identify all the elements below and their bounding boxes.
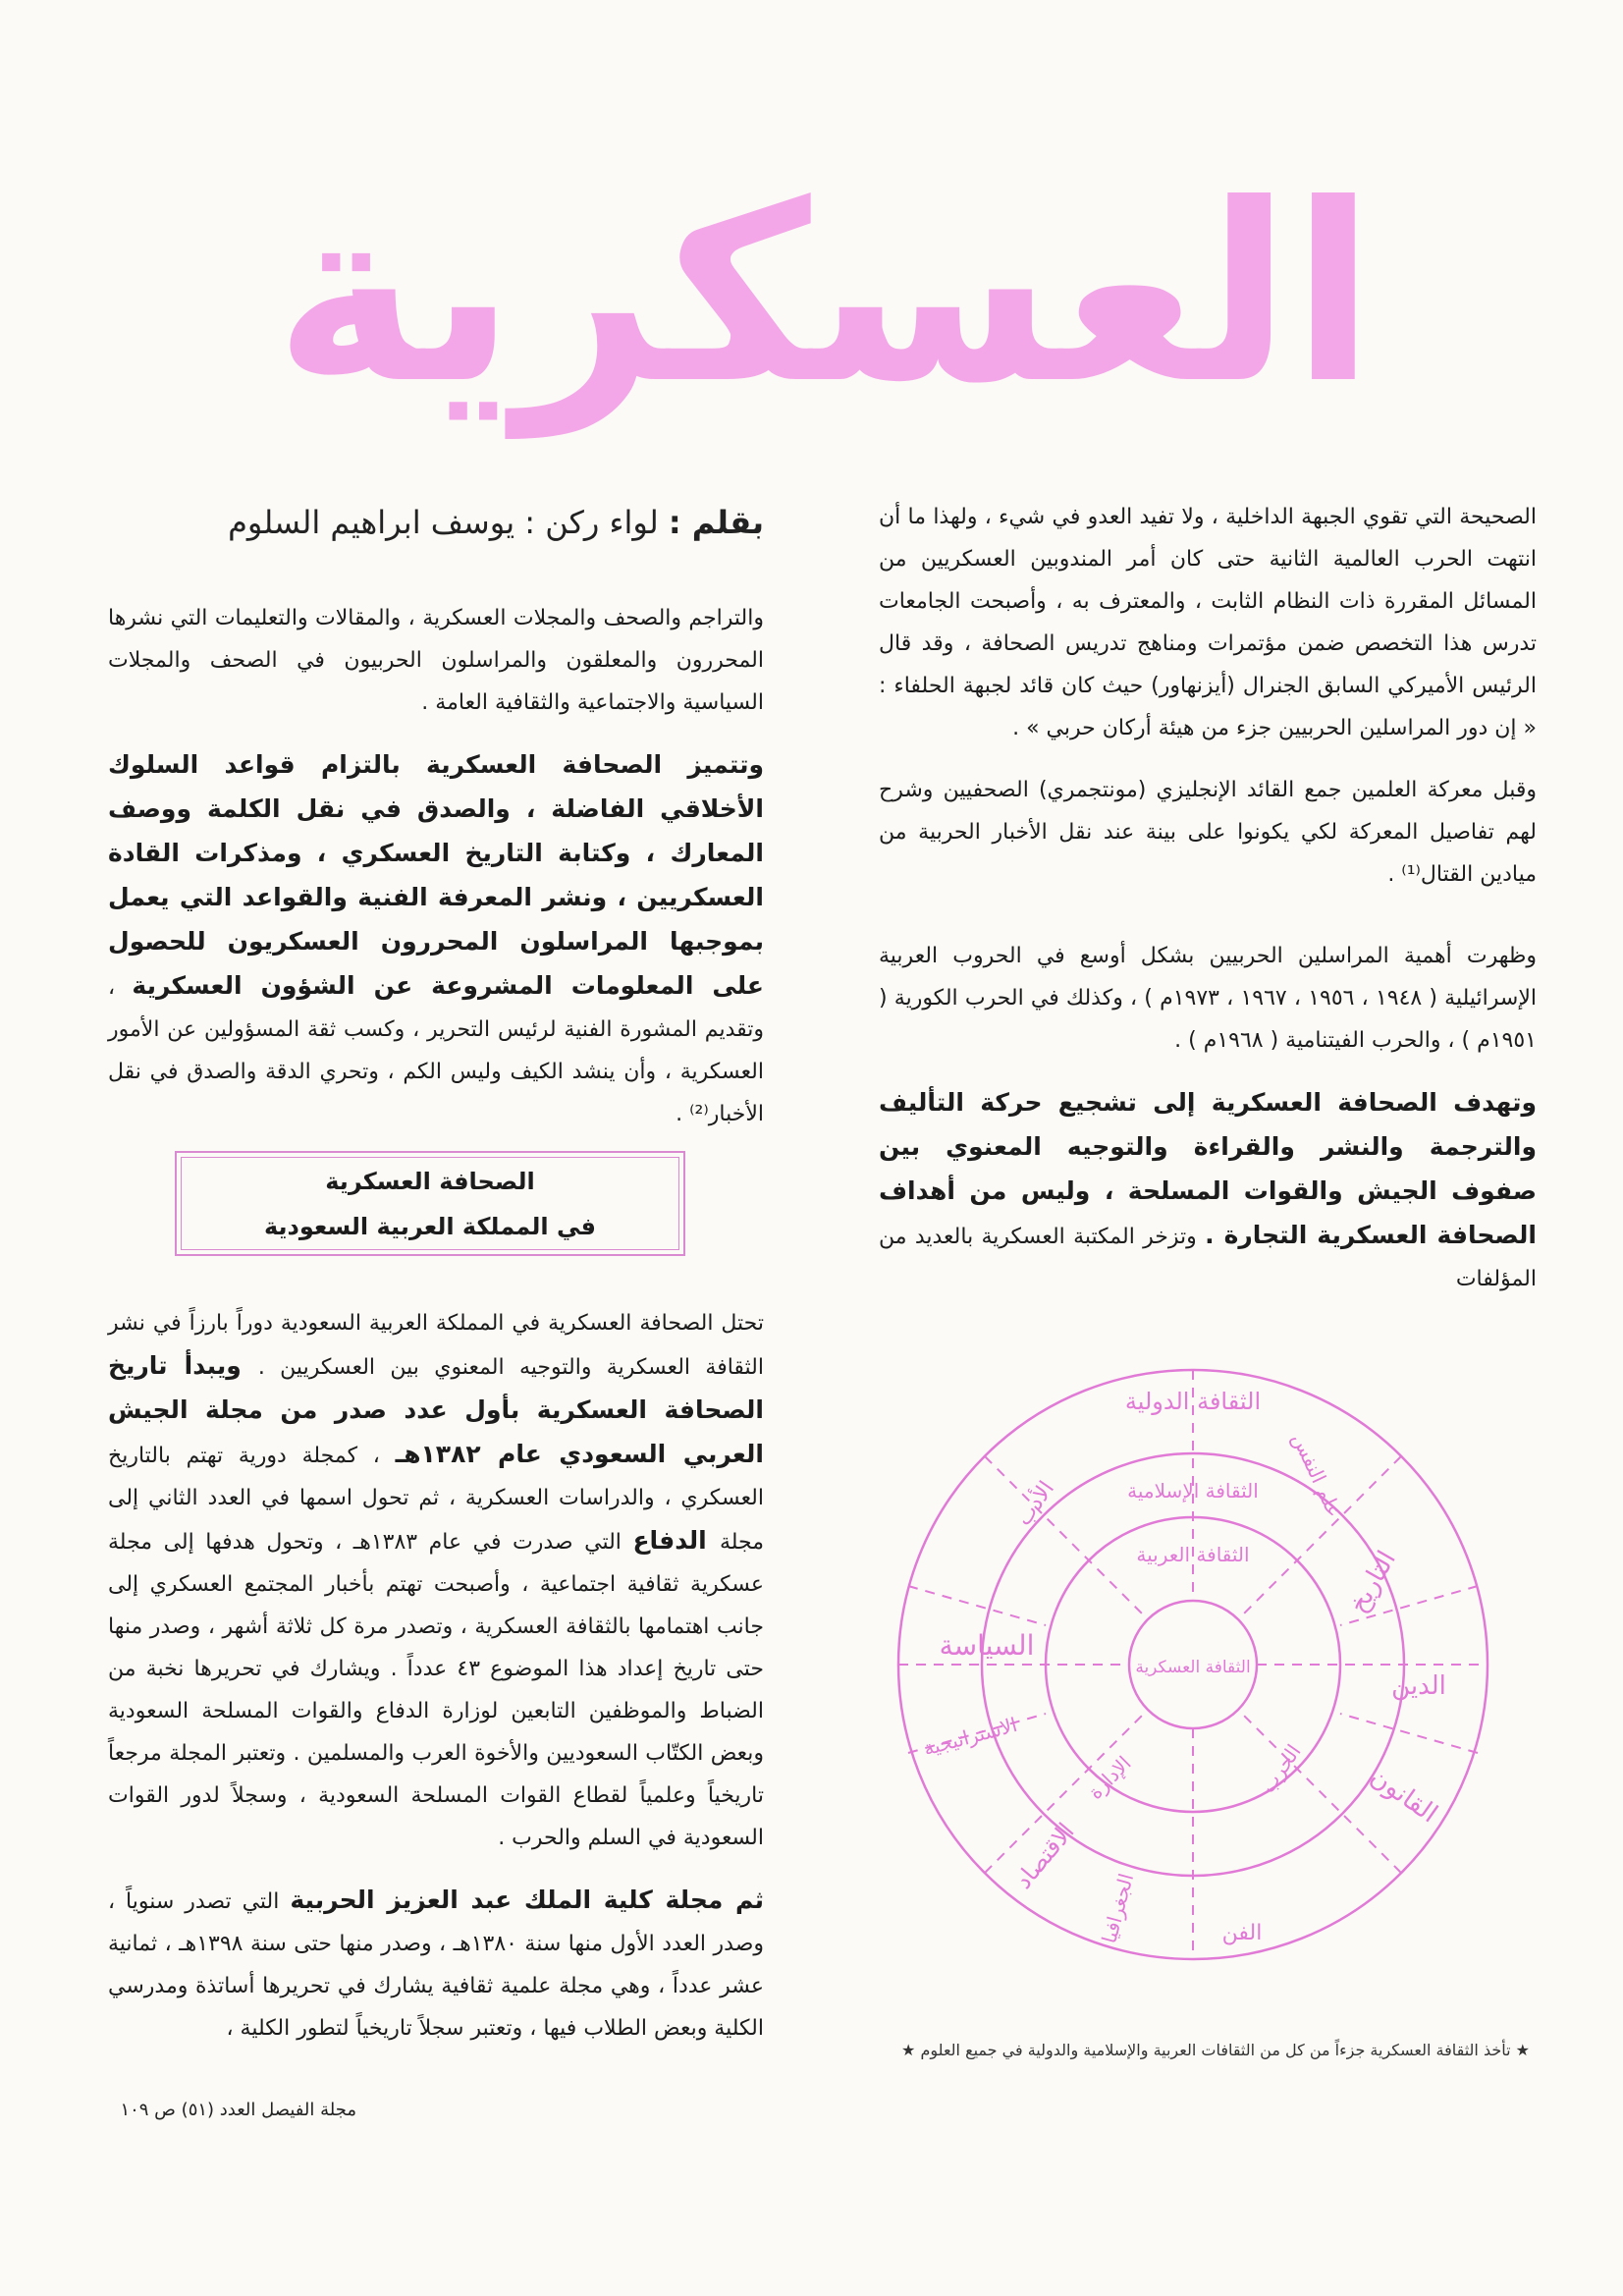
right-paragraph-4-rest: وتزخر المكتبة العسكرية بالعديد من المؤلفات <box>879 1225 1537 1291</box>
section-heading-line-1: الصحافة العسكرية <box>325 1168 535 1195</box>
label-international: الثقافة الدولية <box>1124 1388 1262 1415</box>
left-paragraph-3-bold2: الدفاع <box>632 1526 720 1555</box>
label-religion: الدين <box>1391 1671 1446 1701</box>
divider-line <box>908 1586 1046 1625</box>
left-column <box>108 597 764 2069</box>
article-title: العسكرية <box>274 151 1376 437</box>
right-paragraph-4 <box>879 1081 1537 1300</box>
label-management: الإدارة <box>1083 1751 1136 1804</box>
right-column <box>879 496 1537 1320</box>
left-paragraph-3-bold: ويبدأ تاريخ الصحافة العسكرية بأول عدد صدر من مجلة الجيش العربي السعودي عام ١٣٨٢هـ <box>108 1351 764 1468</box>
label-psychology: علم النفس <box>1287 1429 1347 1521</box>
label-islamic-culture: الثقافة الإسلامية <box>1127 1479 1259 1503</box>
label-literature: الأدب <box>1011 1476 1060 1531</box>
divider-line <box>1340 1714 1478 1753</box>
label-strategy: الاستراتيجية <box>920 1713 1020 1761</box>
section-heading-line-2: في المملكة العربية السعودية <box>263 1213 596 1240</box>
label-economy: الاقتصاد <box>1009 1818 1080 1894</box>
left-paragraph-2 <box>108 743 764 1135</box>
left-paragraph-4-bold: ثم مجلة كلية الملك عبد العزيز الحربية <box>290 1886 764 1914</box>
label-history: التاريخ <box>1343 1546 1402 1618</box>
left-paragraph-2-rest: ، وتقديم المشورة الفنية لرئيس التحرير ، وكسب ثقة المسؤولين عن الأمور العسكرية ، وأن ينشد الكيف وليس الكم ، وتحري الدقة والصدق في نقل الأخبار⁽²⁾ . <box>108 975 764 1126</box>
label-politics: السياسة <box>939 1629 1035 1662</box>
label-arab-culture: الثقافة العربية <box>1136 1543 1250 1566</box>
byline <box>108 493 764 552</box>
label-military-culture: الثقافة العسكرية <box>1135 1658 1251 1677</box>
left-paragraph-1: والتراجم والصحف والمجلات العسكرية ، والمقالات والتعليمات التي نشرها المحررون والمعلقون والمراسلون الحربيون في الصحف والمجلات السياسية والاجتماعية والثقافية العامة . <box>108 606 764 715</box>
section-heading-box <box>175 1151 685 1256</box>
byline-pen: بقلم : <box>668 504 764 541</box>
label-law: القانون <box>1364 1762 1443 1830</box>
label-geography: الجغرافيا <box>1097 1871 1139 1946</box>
page-footer: مجلة الفيصل العدد (٥١) ص ١٠٩ <box>120 2100 356 2120</box>
figure-caption: ★ تأخذ الثقافة العسكرية جزءاً من كل من الثقافات العربية والإسلامية والدولية في جميع العلوم ★ <box>901 2041 1530 2059</box>
label-art: الفن <box>1221 1921 1263 1945</box>
left-paragraph-3-c: التي صدرت في عام ١٣٨٣هـ ، وتحول هدفها إلى مجلة عسكرية ثقافية اجتماعية ، وأصبحت تهتم بأخبار المجتمع العسكري إلى جانب اهتمامها بالثقافة العسكرية ، وتصدر مرة كل ثلاثة أشهر ، وصدر منها حتى تاريخ إعداد هذا الموضوع ٤٣ عدداً . ويشارك في تحريرها نخبة من الضباط والموظفين التابعين لوزارة الدفاع والقوات المسلحة السعودية وبعض الكتّاب السعوديين والأخوة العرب والمسلمين . وتعتبر المجلة مرجعاً تاريخياً وعلمياً لقطاع القوات المسلحة السعودية ، وسجلاً لدور القوات السعودية في السلم والحرب . <box>108 1530 764 1850</box>
culture-diagram <box>889 1360 1497 1969</box>
divider-line <box>985 1456 1148 1619</box>
label-war: الحرب <box>1255 1739 1306 1798</box>
right-paragraph-1: الصحيحة التي تقوي الجبهة الداخلية ، ولا تفيد العدو في شيء ، ولهذا ما أن انتهت الحرب العالمية الثانية حتى كان أمر المندوبين العسكريين من المسائل المقررة ذات النظام الثابت ، والمعترف به ، وأصبحت الجامعات تدرس هذا التخصص ضمن مؤتمرات ومناهج تدريس الصحافة ، وقد قال الرئيس الأميركي السابق الجنرال (أيزنهاور) حيث كان قائد لجبهة الحلفاء : « إن دور المراسلين الحربيين جزء من هيئة أركان حربي » . <box>879 505 1537 740</box>
right-paragraph-3: وظهرت أهمية المراسلين الحربيين بشكل أوسع في الحروب العربية الإسرائيلية ( ١٩٤٨ ، ١٩٥٦ ، ١٩٦٧ ، ١٩٧٣م ) ، وكذلك في الحرب الكورية ( ١٩٥١م ) ، والحرب الفيتنامية ( ١٩٦٨م ) . <box>879 944 1537 1053</box>
left-paragraph-4 <box>108 1879 764 2050</box>
left-paragraph-3-a: تحتل الصحافة العسكرية في المملكة العربية السعودية دوراً بارزاً في نشر الثقافة العسكرية والتوجيه المعنوي بين العسكريين . <box>108 1311 764 1380</box>
left-paragraph-4-rest: التي تصدر سنوياً ، وصدر العدد الأول منها سنة ١٣٨٠هـ ، وصدر منها حتى سنة ١٣٩٨هـ ، ثمانية عشر عدداً ، وهي مجلة علمية ثقافية يشارك في تحريرها أساتذة ومدرسي الكلية وبعض الطلاب فيها ، وتعتبر سجلاً تاريخياً لتطور الكلية ، <box>108 1889 764 2041</box>
right-paragraph-4-bold: وتهدف الصحافة العسكرية إلى تشجيع حركة التأليف والترجمة والنشر والقراءة والتوجيه المعنوي بين صفوف الجيش والقوات المسلحة ، وليس من أهداف الصحافة العسكرية التجارة . <box>879 1088 1537 1249</box>
culture-diagram-svg <box>889 1360 1497 1969</box>
left-paragraph-3 <box>108 1302 764 1859</box>
left-paragraph-2-bold: وتتميز الصحافة العسكرية بالتزام قواعد السلوك الأخلاقي الفاضلة ، والصدق في نقل الكلمة ووصف المعارك ، وكتابة التاريخ العسكري ، ومذكرات القادة العسكريين ، ونشر المعرفة الفنية والقواعد التي يعمل بموجبها المراسلون المحررون العسكريون للحصول على المعلومات المشروعة عن الشؤون العسكرية <box>108 750 764 1000</box>
left-paragraph-3-b: ، كمجلة دورية تهتم بالتاريخ العسكري ، والدراسات العسكرية ، ثم تحول اسمها في العدد الثاني إلى مجلة <box>108 1444 765 1555</box>
byline-author: لواء ركن : يوسف ابراهيم السلوم <box>228 504 659 541</box>
right-paragraph-2: وقبل معركة العلمين جمع القائد الإنجليزي (مونتجمري) الصحفيين وشرح لهم تفاصيل المعركة لكي يكونوا على بينة عند نقل الأخبار الحربية من ميادين القتال⁽¹⁾ . <box>879 778 1537 887</box>
